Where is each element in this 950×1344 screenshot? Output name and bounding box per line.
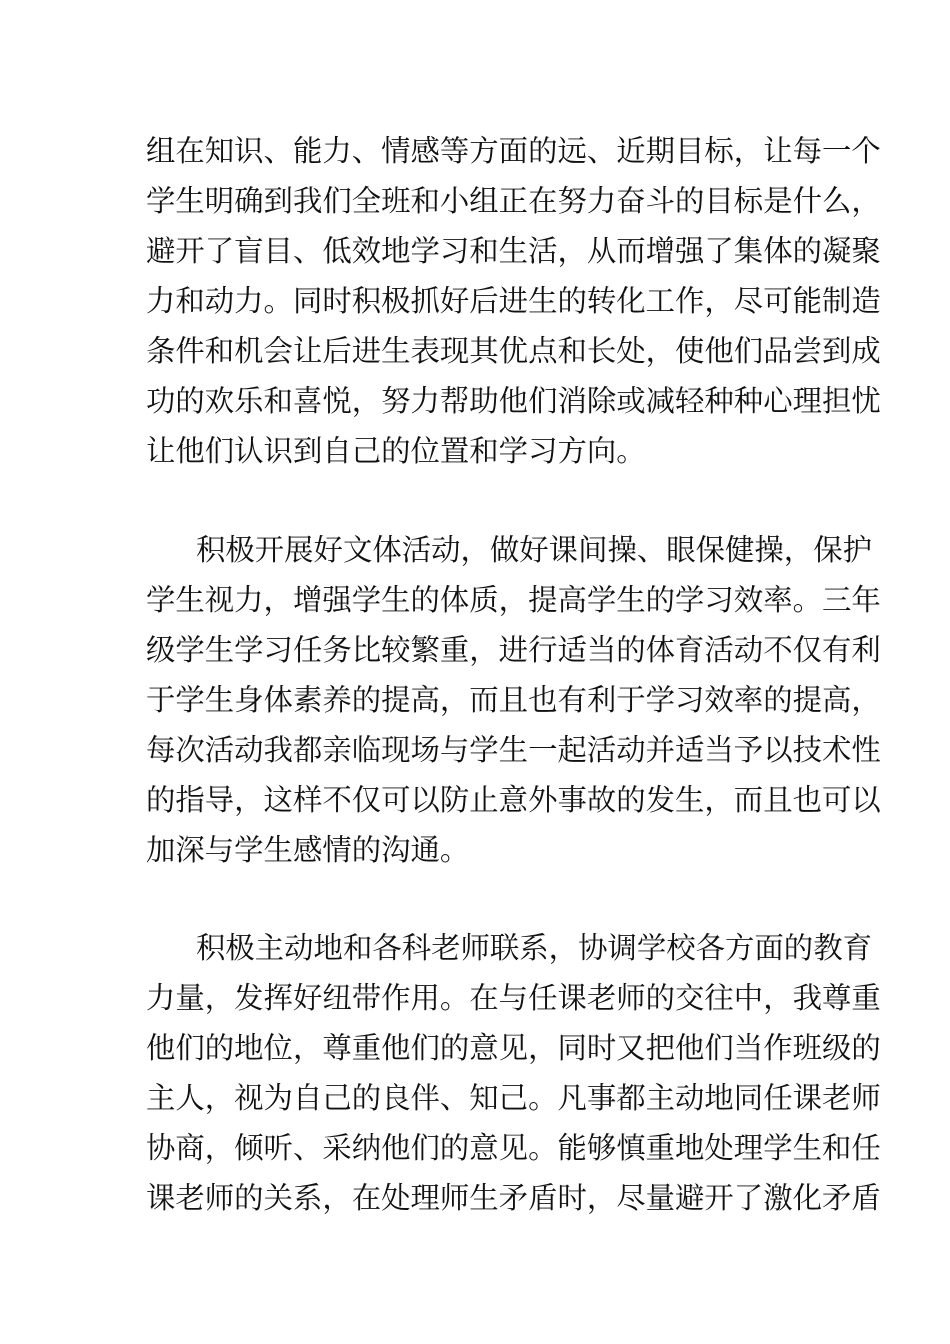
paragraph-line: 协商，倾听、采纳他们的意见。能够慎重地处理学生和任 [146, 1131, 881, 1165]
paragraph-line: 加深与学生感情的沟通。 [146, 833, 470, 867]
paragraph-line: 每次活动我都亲临现场与学生一起活动并适当予以技术性 [146, 733, 881, 767]
paragraph-line: 学生视力，增强学生的体质，提高学生的学习效率。三年 [146, 583, 881, 617]
paragraph-line: 主人，视为自己的良伴、知己。凡事都主动地同任课老师 [146, 1081, 881, 1115]
paragraph-line: 级学生学习任务比较繁重，进行适当的体育活动不仅有利 [146, 633, 881, 667]
paragraph-line: 积极主动地和各科老师联系，协调学校各方面的教育 [196, 931, 872, 965]
paragraph-line: 学生明确到我们全班和小组正在努力奋斗的目标是什么， [146, 184, 881, 218]
paragraph-line: 的指导，这样不仅可以防止意外事故的发生，而且也可以 [146, 783, 881, 817]
paragraph-line: 课老师的关系，在处理师生矛盾时，尽量避开了激化矛盾 [146, 1181, 881, 1215]
paragraph-line: 力和动力。同时积极抓好后进生的转化工作，尽可能制造 [146, 284, 881, 318]
paragraph-line: 他们的地位，尊重他们的意见，同时又把他们当作班级的 [146, 1031, 881, 1065]
paragraph-line: 于学生身体素养的提高，而且也有利于学习效率的提高， [146, 683, 881, 717]
paragraph-line: 条件和机会让后进生表现其优点和长处，使他们品尝到成 [146, 334, 881, 368]
paragraph-line: 组在知识、能力、情感等方面的远、近期目标，让每一个 [146, 134, 881, 168]
paragraph-line: 功的欢乐和喜悦，努力帮助他们消除或减轻种种心理担忧 [146, 384, 881, 418]
paragraph-line: 积极开展好文体活动，做好课间操、眼保健操，保护 [196, 533, 872, 567]
paragraph-line: 力量，发挥好纽带作用。在与任课老师的交往中，我尊重 [146, 981, 881, 1015]
paragraph-line: 让他们认识到自己的位置和学习方向。 [146, 434, 646, 468]
paragraph-line: 避开了盲目、低效地学习和生活，从而增强了集体的凝聚 [146, 234, 881, 268]
